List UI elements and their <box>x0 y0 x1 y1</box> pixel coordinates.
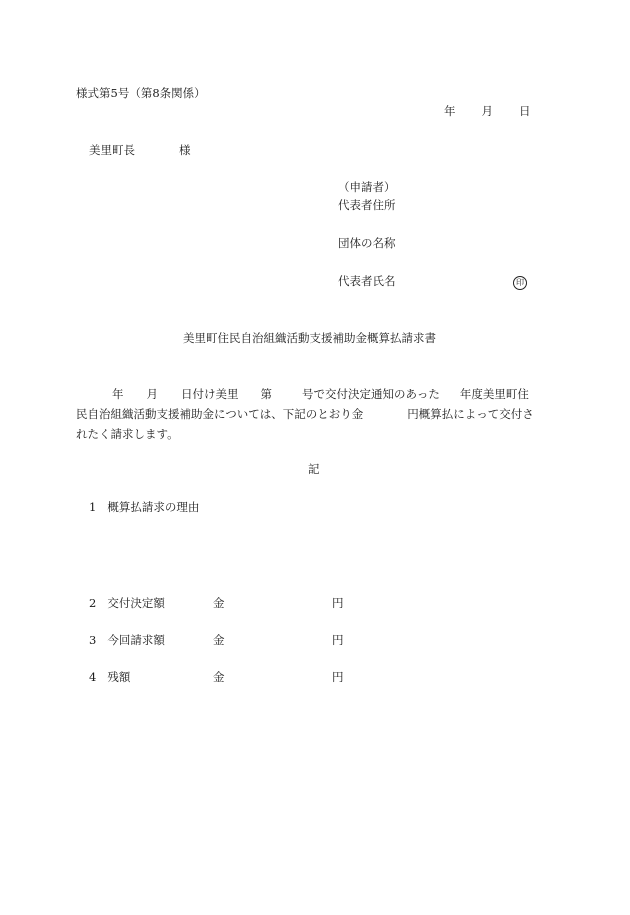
item-2-yen: 円 <box>332 596 344 610</box>
item-3 <box>89 633 165 647</box>
item-3-label: 今回請求額 <box>107 633 165 647</box>
body-p9: れたく請求します。 <box>76 427 179 441</box>
body-p7: 民自治組織活動支援補助金については、下記のとおり金 <box>76 407 364 421</box>
item-3-yen: 円 <box>332 633 344 647</box>
body-p5: 号で交付決定通知のあった <box>302 387 440 401</box>
applicant-org-label: 団体の名称 <box>338 236 396 250</box>
item-3-number: 3 <box>89 633 97 647</box>
date-year: 年 <box>444 104 456 118</box>
seal-mark: 印 <box>513 274 527 290</box>
note-mark: 記 <box>308 462 320 476</box>
body-p4: 第 <box>260 387 272 401</box>
item-2-kin: 金 <box>213 596 225 610</box>
item-2-number: 2 <box>89 596 97 610</box>
body-p1: 年 <box>112 387 124 401</box>
addressee <box>89 143 191 157</box>
date-line <box>444 104 531 118</box>
body-p2: 月 <box>146 387 158 401</box>
item-3-kin: 金 <box>213 633 225 647</box>
request-body <box>76 384 556 444</box>
applicant-name-label: 代表者氏名 <box>338 274 396 288</box>
item-4-kin: 金 <box>213 670 225 684</box>
item-2-label: 交付決定額 <box>107 596 165 610</box>
item-4-yen: 円 <box>332 670 344 684</box>
item-4-label: 残額 <box>107 670 131 684</box>
body-p8: 円概算払によって交付さ <box>407 407 534 421</box>
item-4-number: 4 <box>89 670 97 684</box>
item-1 <box>89 500 199 514</box>
applicant-header: （申請者） <box>338 180 396 194</box>
date-day: 日 <box>519 104 531 118</box>
applicant-address-label: 代表者住所 <box>338 198 396 212</box>
body-p6: 年度美里町住 <box>459 387 529 401</box>
body-p3: 日付け美里 <box>181 387 239 401</box>
addressee-honorific: 様 <box>179 143 191 157</box>
item-1-label: 概算払請求の理由 <box>107 500 200 514</box>
date-month: 月 <box>481 104 493 118</box>
item-4 <box>89 670 130 684</box>
form-number: 様式第5号（第8条関係） <box>76 86 206 100</box>
item-2 <box>89 596 165 610</box>
document-title: 美里町住民自治組織活動支援補助金概算払請求書 <box>183 331 436 345</box>
item-1-number: 1 <box>89 500 97 514</box>
addressee-name: 美里町長 <box>89 143 135 157</box>
